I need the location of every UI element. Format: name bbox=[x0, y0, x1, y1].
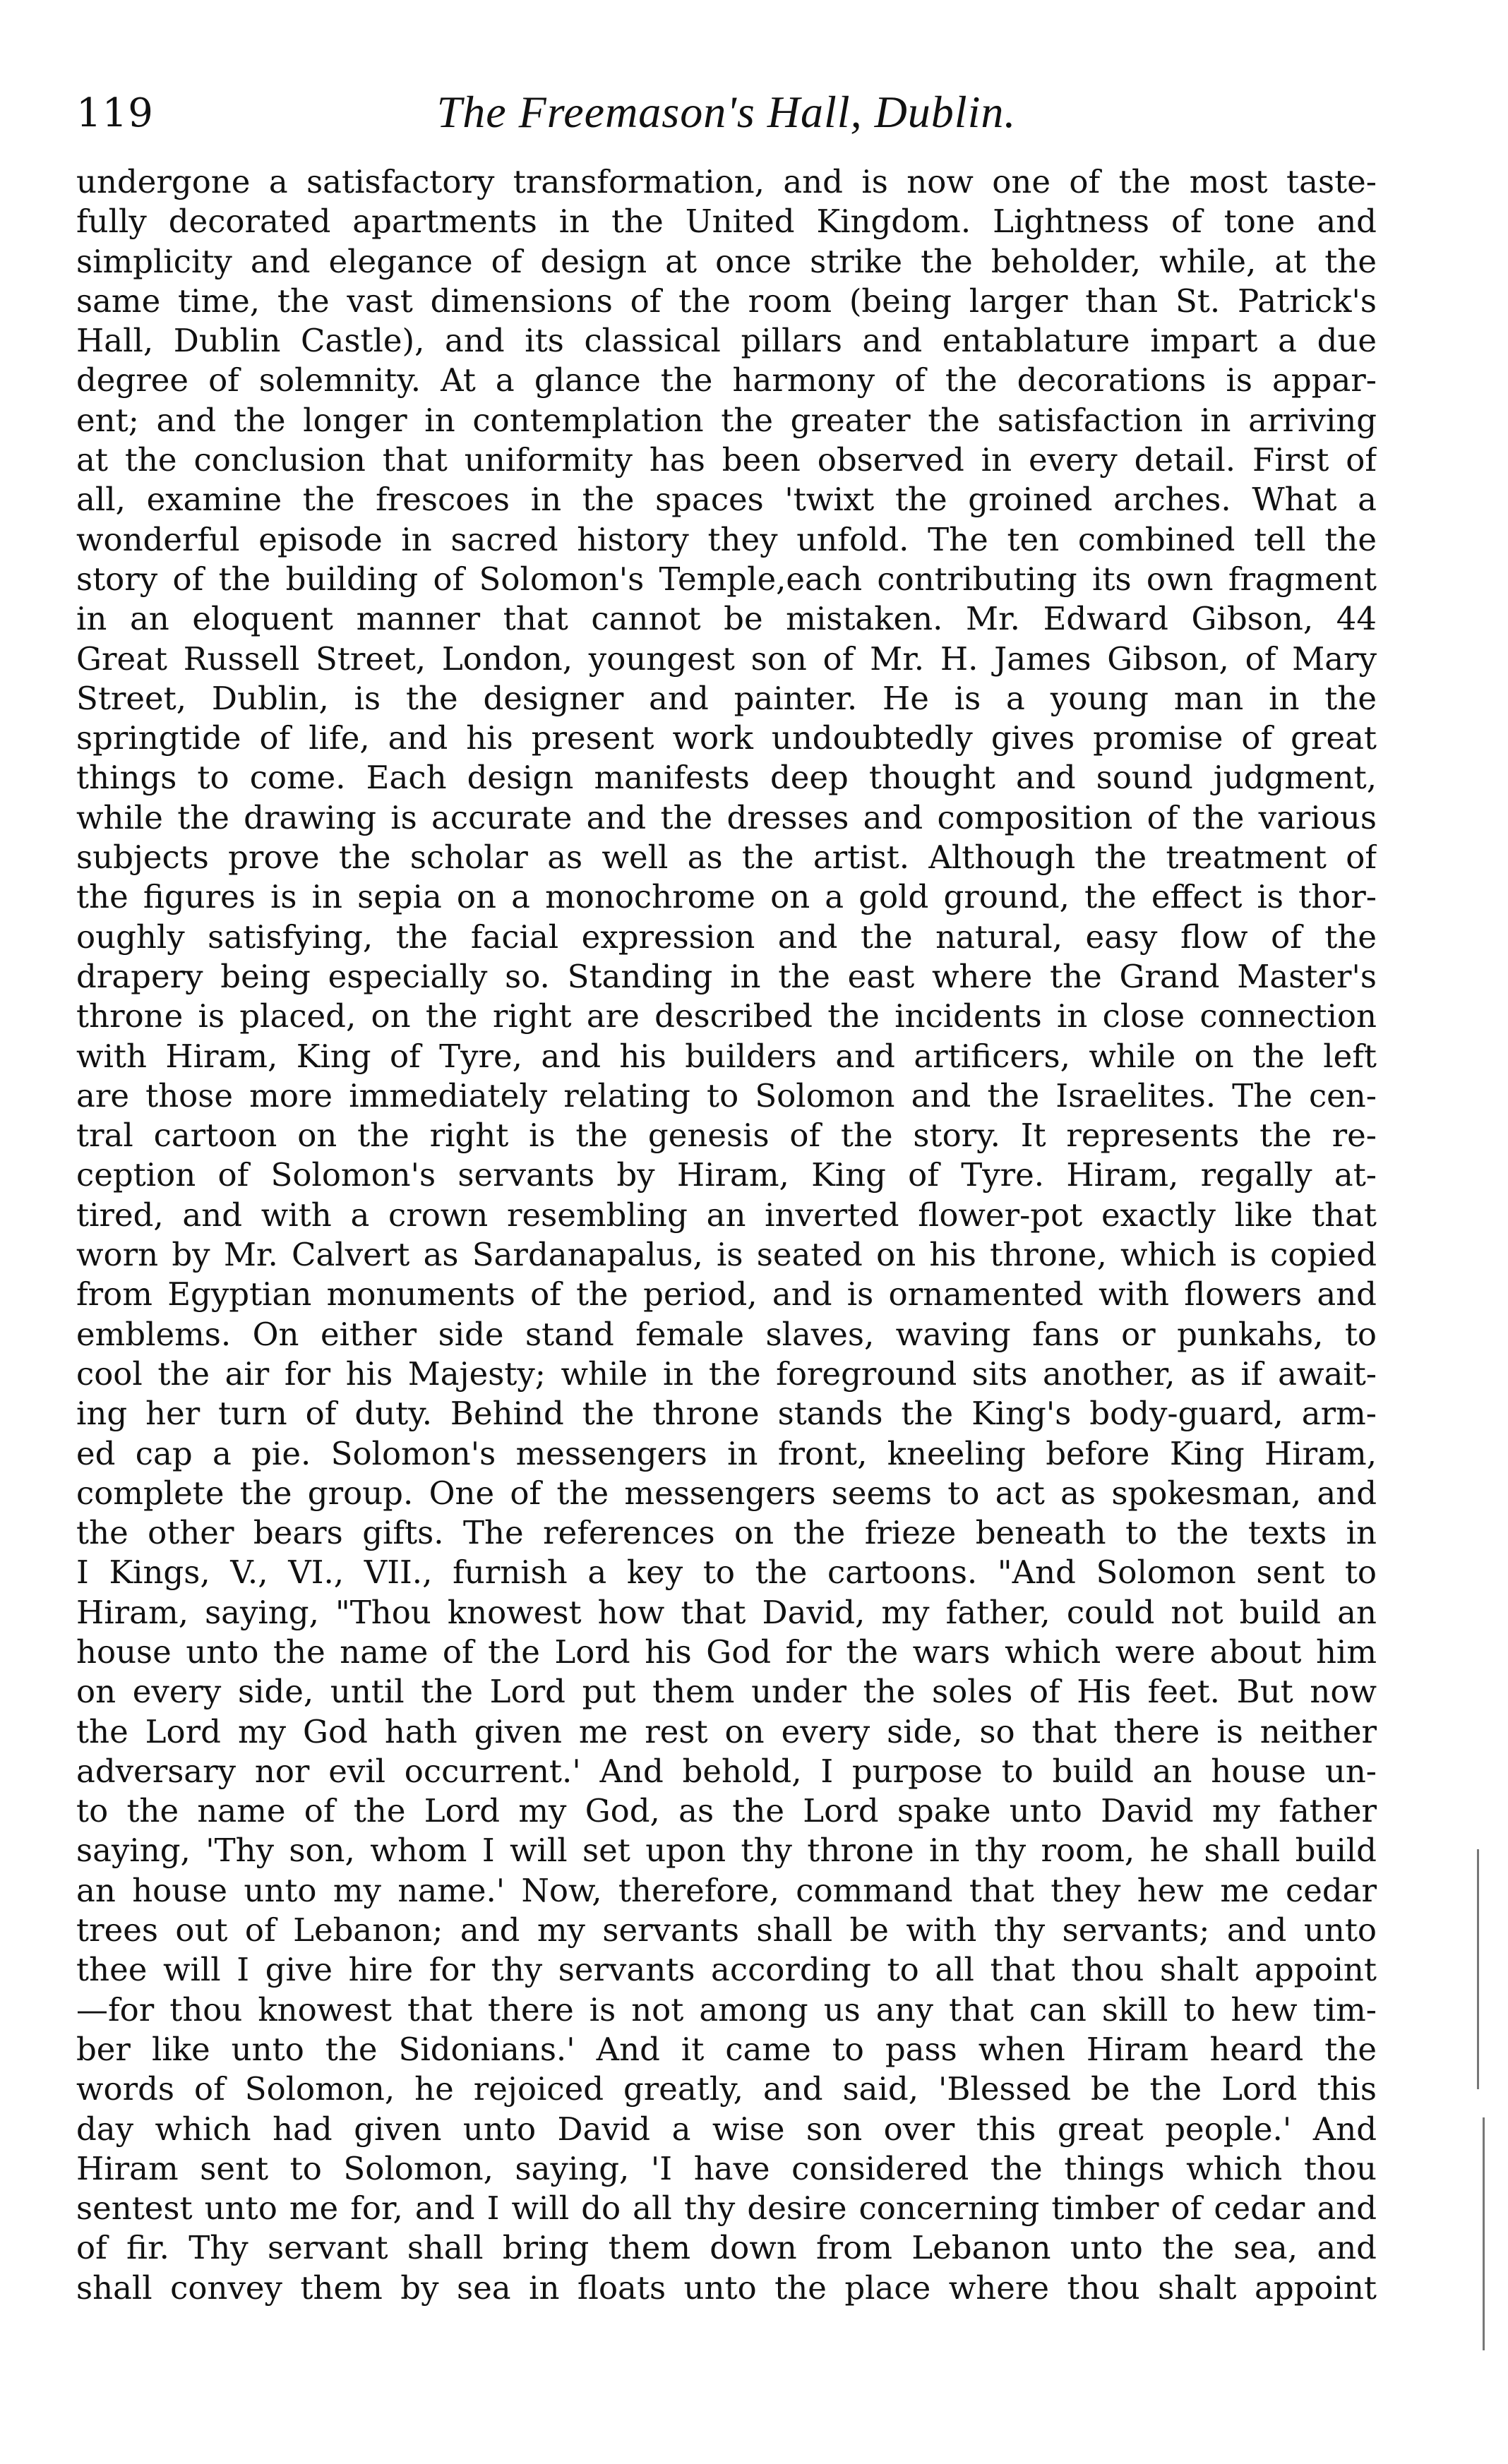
text-line: ing her turn of duty. Behind the throne stands the King's body-guard, arm- bbox=[76, 1395, 1377, 1433]
book-page bbox=[76, 83, 1377, 2307]
text-line: wonderful episode in sacred history they unfold. The ten combined tell the bbox=[76, 520, 1377, 558]
page-number: 119 bbox=[76, 90, 154, 136]
text-line: ent; and the longer in contemplation the greater the satisfaction in arriving bbox=[76, 401, 1377, 439]
text-line: trees out of Lebanon; and my servants shall be with thy servants; and unto bbox=[76, 1911, 1377, 1949]
text-line: degree of solemnity. At a glance the harmony of the decorations is appar- bbox=[76, 361, 1377, 399]
text-line: Street, Dublin, is the designer and painter. He is a young man in the bbox=[76, 679, 1377, 717]
text-line: undergone a satisfactory transformation, and is now one of the most taste- bbox=[76, 163, 1377, 200]
text-line: drapery being especially so. Standing in the east where the Grand Master's bbox=[76, 957, 1377, 995]
margin-rule-lower bbox=[1483, 2117, 1485, 2350]
text-line: ber like unto the Sidonians.' And it came to pass when Hiram heard the bbox=[76, 2030, 1377, 2068]
text-line: shall convey them by sea in floats unto the place where thou shalt appoint bbox=[76, 2268, 1377, 2307]
text-line: springtide of life, and his present work undoubtedly gives promise of great bbox=[76, 719, 1377, 757]
text-line: tral cartoon on the right is the genesis of the story. It represents the re- bbox=[76, 1117, 1377, 1155]
text-line: —for thou knowest that there is not among us any that can skill to hew tim- bbox=[76, 1990, 1377, 2029]
text-line: at the conclusion that uniformity has been observed in every detail. First of bbox=[76, 441, 1377, 479]
text-line: house unto the name of the Lord his God for the wars which were about him bbox=[76, 1633, 1377, 1671]
body-paragraph bbox=[76, 162, 1377, 2308]
text-line: ed cap a pie. Solomon's messengers in front, kneeling before King Hiram, bbox=[76, 1434, 1377, 1472]
text-line: tired, and with a crown resembling an inverted flower-pot exactly like that bbox=[76, 1196, 1377, 1234]
text-line: sentest unto me for, and I will do all thy desire concerning timber of cedar and bbox=[76, 2189, 1377, 2228]
text-line: saying, 'Thy son, whom I will set upon thy throne in thy room, he shall build bbox=[76, 1832, 1377, 1870]
text-line: emblems. On either side stand female slaves, waving fans or punkahs, to bbox=[76, 1315, 1377, 1353]
running-title: The Freemason's Hall, Dublin. bbox=[436, 87, 1017, 137]
text-line: things to come. Each design manifests deep thought and sound judgment, bbox=[76, 759, 1377, 797]
text-line: on every side, until the Lord put them under the soles of His feet. But now bbox=[76, 1673, 1377, 1711]
text-line: simplicity and elegance of design at once strike the beholder, while, at the bbox=[76, 242, 1377, 280]
text-line: with Hiram, King of Tyre, and his builders and artificers, while on the left bbox=[76, 1037, 1377, 1075]
text-line: Hall, Dublin Castle), and its classical pillars and entablature impart a due bbox=[76, 322, 1377, 360]
text-line: of fir. Thy servant shall bring them down from Lebanon unto the sea, and bbox=[76, 2229, 1377, 2267]
text-line: while the drawing is accurate and the dresses and composition of the various bbox=[76, 798, 1377, 836]
text-line: oughly satisfying, the facial expression and the natural, easy flow of the bbox=[76, 918, 1377, 956]
text-line: day which had given unto David a wise son over this great people.' And bbox=[76, 2110, 1377, 2148]
text-line: all, examine the frescoes in the spaces 'twixt the groined arches. What a bbox=[76, 481, 1377, 519]
text-line: Great Russell Street, London, youngest son of Mr. H. James Gibson, of Mary bbox=[76, 639, 1377, 678]
margin-rule-upper bbox=[1477, 1849, 1479, 2089]
text-line: Hiram sent to Solomon, saying, 'I have considered the things which thou bbox=[76, 2149, 1377, 2187]
text-line: to the name of the Lord my God, as the Lord spake unto David my father bbox=[76, 1792, 1377, 1830]
running-head bbox=[76, 83, 1377, 161]
text-line: Hiram, saying, "Thou knowest how that David, my father, could not build an bbox=[76, 1593, 1377, 1631]
text-line: cool the air for his Majesty; while in the foreground sits another, as if await- bbox=[76, 1354, 1377, 1393]
text-line: adversary nor evil occurrent.' And behold, I purpose to build an house un- bbox=[76, 1752, 1377, 1790]
text-line: fully decorated apartments in the United Kingdom. Lightness of tone and bbox=[76, 203, 1377, 241]
text-line: from Egyptian monuments of the period, and is ornamented with flowers and bbox=[76, 1275, 1377, 1314]
text-line: are those more immediately relating to Solomon and the Israelites. The cen- bbox=[76, 1076, 1377, 1114]
text-line: ception of Solomon's servants by Hiram, King of Tyre. Hiram, regally at- bbox=[76, 1156, 1377, 1194]
text-line: the Lord my God hath given me rest on every side, so that there is neither bbox=[76, 1712, 1377, 1750]
text-line: the other bears gifts. The references on the frieze beneath to the texts in bbox=[76, 1514, 1377, 1552]
text-line: subjects prove the scholar as well as the artist. Although the treatment of bbox=[76, 839, 1377, 877]
text-line: the figures is in sepia on a monochrome on a gold ground, the effect is thor- bbox=[76, 878, 1377, 916]
text-line: worn by Mr. Calvert as Sardanapalus, is seated on his throne, which is copied bbox=[76, 1236, 1377, 1274]
text-line: same time, the vast dimensions of the room (being larger than St. Patrick's bbox=[76, 282, 1377, 320]
text-line: complete the group. One of the messengers seems to act as spokesman, and bbox=[76, 1474, 1377, 1512]
text-line: in an eloquent manner that cannot be mistaken. Mr. Edward Gibson, 44 bbox=[76, 600, 1377, 638]
text-line: I Kings, V., VI., VII., furnish a key to the cartoons. "And Solomon sent to bbox=[76, 1553, 1377, 1592]
text-line: thee will I give hire for thy servants according to all that thou shalt appoint bbox=[76, 1951, 1377, 1989]
text-line: words of Solomon, he rejoiced greatly, and said, 'Blessed be the Lord this bbox=[76, 2070, 1377, 2108]
text-line: an house unto my name.' Now, therefore, command that they hew me cedar bbox=[76, 1871, 1377, 1909]
text-line: story of the building of Solomon's Temple,each contributing its own fragment bbox=[76, 560, 1377, 598]
text-line: throne is placed, on the right are described the incidents in close connection bbox=[76, 997, 1377, 1035]
